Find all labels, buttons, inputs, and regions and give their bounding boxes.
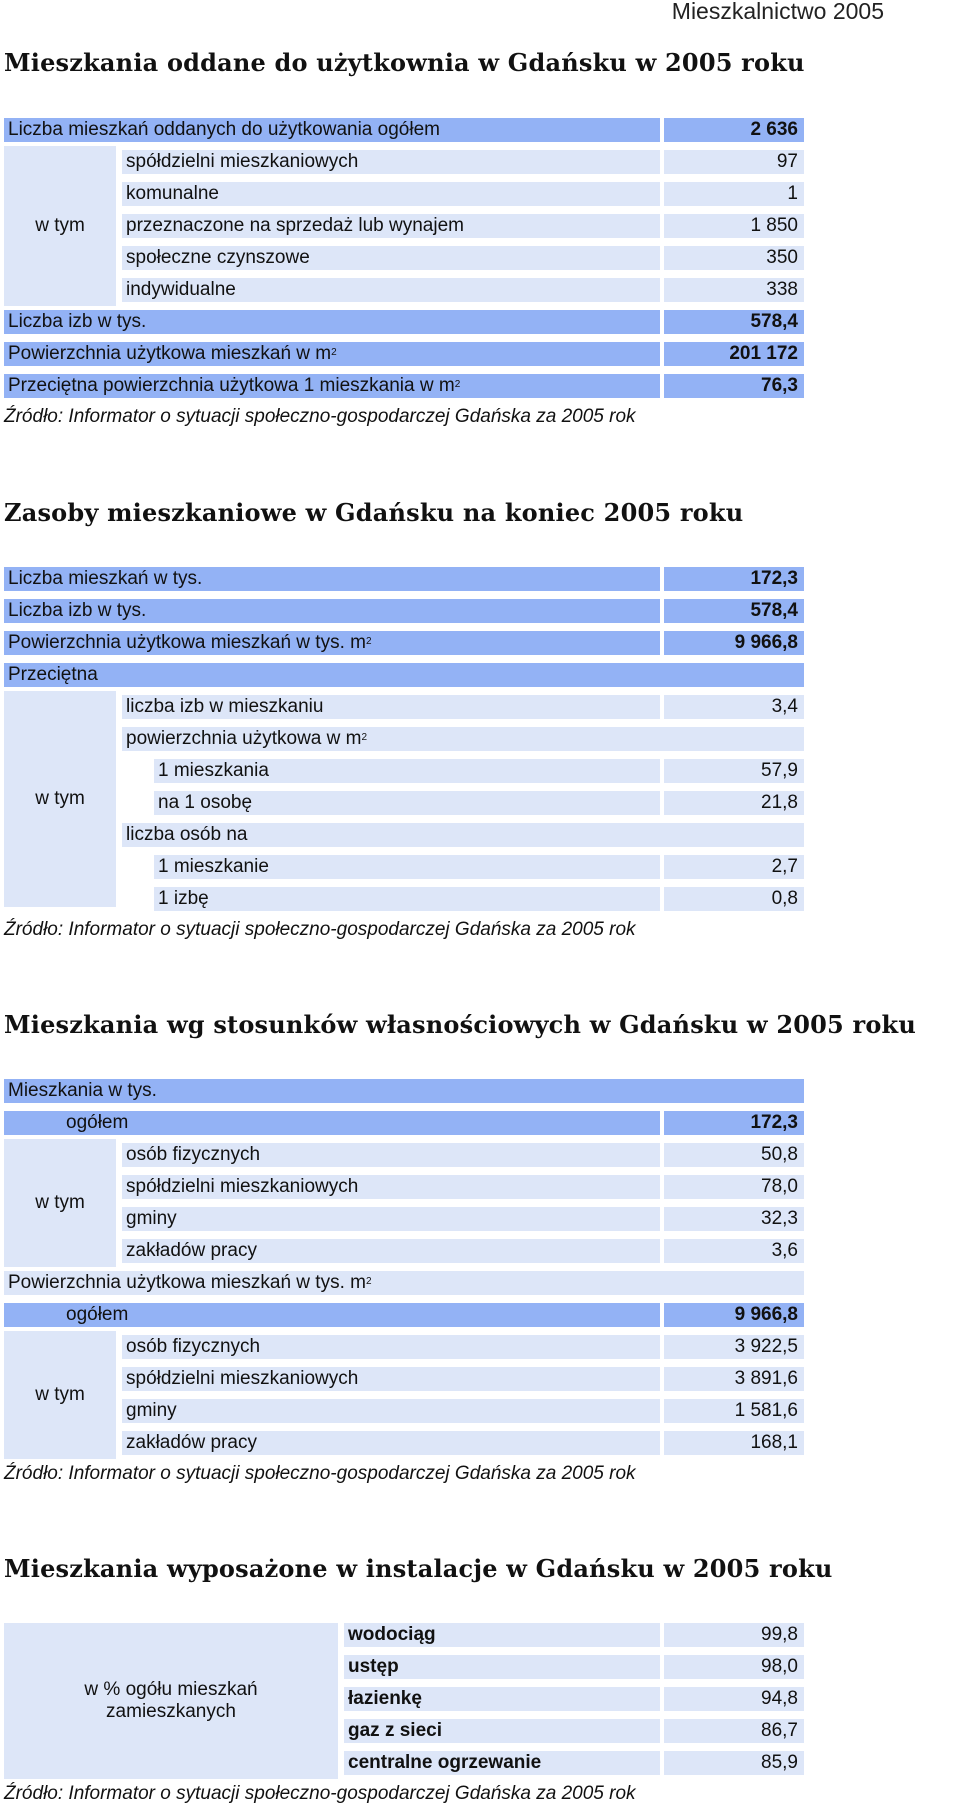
row-value: 3,6 xyxy=(664,1239,804,1263)
row-label: łazienkę xyxy=(344,1687,660,1711)
ogolem-value: 172,3 xyxy=(664,1111,804,1135)
row-value: 0,8 xyxy=(664,887,804,911)
row-value: 98,0 xyxy=(664,1655,804,1679)
pow-label: Powierzchnia użytkowa mieszkań w $m^2$ xyxy=(4,342,660,366)
row-value: 3,4 xyxy=(664,695,804,719)
row-value: 3 922,5 xyxy=(664,1335,804,1359)
row-label: spółdzielni mieszkaniowych xyxy=(122,1367,660,1391)
row-label: liczba izb w mieszkaniu xyxy=(122,695,660,719)
row-label: 1 mieszkanie xyxy=(154,855,660,879)
row-value: 1 850 xyxy=(664,214,804,238)
source-note: Źródło: Informator o sytuacji społeczno-gospodarczej Gdańska za 2005 rok xyxy=(4,919,636,940)
pow-value: 201 172 xyxy=(664,342,804,366)
row-value: 78,0 xyxy=(664,1175,804,1199)
izby-value: 578,4 xyxy=(664,310,804,334)
row-value: 99,8 xyxy=(664,1623,804,1647)
row-label: gminy xyxy=(122,1399,660,1423)
row-value: 1 xyxy=(664,182,804,206)
row-value: 97 xyxy=(664,150,804,174)
row-value: 1 581,6 xyxy=(664,1399,804,1423)
source-note: Źródło: Informator o sytuacji społeczno-gospodarczej Gdańska za 2005 rok xyxy=(4,1783,636,1804)
section-title-zasoby: Zasoby mieszkaniowe w Gdańsku na koniec 2005 roku xyxy=(4,498,744,527)
row-value: 3 891,6 xyxy=(664,1367,804,1391)
row-value: 94,8 xyxy=(664,1687,804,1711)
powierzchnia-label: Powierzchnia użytkowa mieszkań w tys. $m^2$ xyxy=(4,1271,804,1295)
izby-label: Liczba izb w tys. xyxy=(4,310,660,334)
ogolem-label: ogółem xyxy=(4,1111,660,1135)
wtym-label: w tym xyxy=(4,1331,116,1459)
row-label: na 1 osobę xyxy=(154,791,660,815)
section-title-wlasnosc: Mieszkania wg stosunków własnościowych w Gdańsku w 2005 roku xyxy=(4,1010,917,1039)
row-value: 350 xyxy=(664,246,804,270)
row-value: 578,4 xyxy=(664,599,804,623)
row-label: społeczne czynszowe xyxy=(122,246,660,270)
row-value: 50,8 xyxy=(664,1143,804,1167)
page-header: Mieszkalnictwo 2005 xyxy=(671,0,884,24)
row-label: centralne ogrzewanie xyxy=(344,1751,660,1775)
total-label: Liczba mieszkań oddanych do użytkowania ogółem xyxy=(4,118,660,142)
row-value: 168,1 xyxy=(664,1431,804,1455)
row-value: 9 966,8 xyxy=(664,631,804,655)
row-label: spółdzielni mieszkaniowych xyxy=(122,150,660,174)
avg-label: Przeciętna powierzchnia użytkowa 1 mieszkania w $m^2$ xyxy=(4,374,660,398)
source-note: Źródło: Informator o sytuacji społeczno-gospodarczej Gdańska za 2005 rok xyxy=(4,1463,636,1484)
row-value: 21,8 xyxy=(664,791,804,815)
row-value: 86,7 xyxy=(664,1719,804,1743)
row-label: Liczba mieszkań w tys. xyxy=(4,567,660,591)
row-label: 1 mieszkania xyxy=(154,759,660,783)
total-value: 2 636 xyxy=(664,118,804,142)
section-title-instalacje: Mieszkania wyposażone w instalacje w Gdańsku w 2005 roku xyxy=(4,1554,833,1583)
row-label: osób fizycznych xyxy=(122,1335,660,1359)
ogolem-label: ogółem xyxy=(4,1303,660,1327)
row-label: wodociąg xyxy=(344,1623,660,1647)
row-value: 2,7 xyxy=(664,855,804,879)
row-value: 57,9 xyxy=(664,759,804,783)
row-label: spółdzielni mieszkaniowych xyxy=(122,1175,660,1199)
row-label: ustęp xyxy=(344,1655,660,1679)
wtym-label: w tym xyxy=(4,146,116,306)
row-label: komunalne xyxy=(122,182,660,206)
row-label: gaz z sieci xyxy=(344,1719,660,1743)
row-label: zakładów pracy xyxy=(122,1431,660,1455)
avg-value: 76,3 xyxy=(664,374,804,398)
row-label: gminy xyxy=(122,1207,660,1231)
row-label: zakładów pracy xyxy=(122,1239,660,1263)
wtym-label: w tym xyxy=(4,691,116,907)
row-value: 32,3 xyxy=(664,1207,804,1231)
row-value: 172,3 xyxy=(664,567,804,591)
source-note: Źródło: Informator o sytuacji społeczno-gospodarczej Gdańska za 2005 rok xyxy=(4,406,636,427)
row-label: osób fizycznych xyxy=(122,1143,660,1167)
wtym-label: w tym xyxy=(4,1139,116,1267)
ogolem-value: 9 966,8 xyxy=(664,1303,804,1327)
przecietna-label: Przeciętna xyxy=(4,663,804,687)
row-label: przeznaczone na sprzedaż lub wynajem xyxy=(122,214,660,238)
row-label: Powierzchnia użytkowa mieszkań w tys. $m^2$ xyxy=(4,631,660,655)
row-label: liczba osób na xyxy=(122,823,804,847)
mieszkania-label: Mieszkania w tys. xyxy=(4,1079,804,1103)
row-label: indywidualne xyxy=(122,278,660,302)
section-title-oddane: Mieszkania oddane do użytkownia w Gdańsku w 2005 roku xyxy=(4,48,805,77)
row-label: Liczba izb w tys. xyxy=(4,599,660,623)
row-value: 338 xyxy=(664,278,804,302)
row-label: 1 izbę xyxy=(154,887,660,911)
row-label: powierzchnia użytkowa w $m^2$ xyxy=(122,727,804,751)
percent-side-label: w % ogółu mieszkań zamieszkanych xyxy=(4,1623,338,1779)
row-value: 85,9 xyxy=(664,1751,804,1775)
